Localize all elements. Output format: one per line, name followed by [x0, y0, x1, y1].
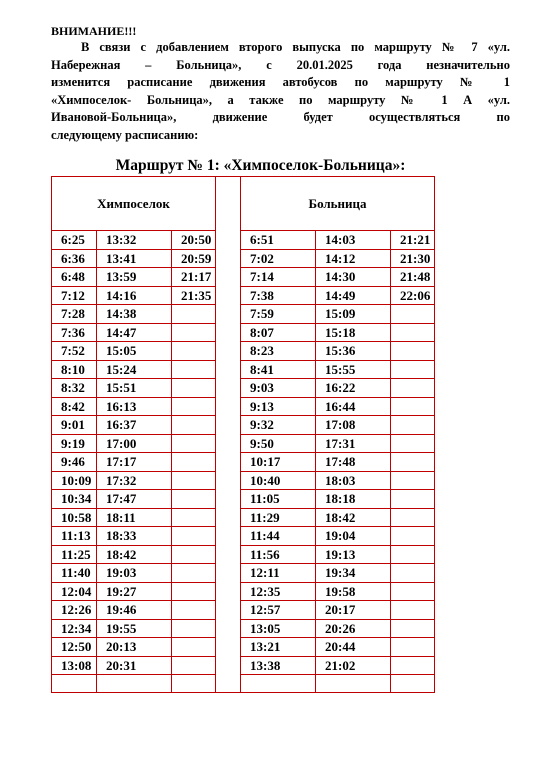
khimposelok-time-cell: 6:48	[52, 268, 97, 287]
khimposelok-time-cell: 7:52	[52, 342, 97, 361]
khimposelok-time-cell	[172, 619, 216, 638]
khimposelok-time-cell: 21:35	[172, 286, 216, 305]
khimposelok-time-cell	[172, 323, 216, 342]
khimposelok-time-cell: 20:31	[97, 656, 172, 675]
table-row	[52, 268, 435, 287]
bolnitsa-time-cell	[391, 342, 435, 361]
khimposelok-time-cell: 12:50	[52, 638, 97, 657]
khimposelok-time-cell: 20:50	[172, 231, 216, 250]
table-row	[52, 619, 435, 638]
khimposelok-time-cell: 9:19	[52, 434, 97, 453]
table-row	[52, 286, 435, 305]
bolnitsa-time-cell: 13:05	[241, 619, 316, 638]
khimposelok-time-cell: 15:05	[97, 342, 172, 361]
khimposelok-time-cell: 13:08	[52, 656, 97, 675]
table-row	[52, 675, 435, 693]
bolnitsa-time-cell	[391, 434, 435, 453]
khimposelok-time-cell: 10:34	[52, 490, 97, 509]
notice-line: «Химпоселок- Больница», а также по маршруту № 1 А «ул.	[51, 92, 510, 107]
khimposelok-time-cell: 11:25	[52, 545, 97, 564]
khimposelok-time-cell	[172, 416, 216, 435]
bolnitsa-time-cell	[391, 675, 435, 693]
bolnitsa-time-cell: 9:50	[241, 434, 316, 453]
khimposelok-time-cell	[172, 360, 216, 379]
table-row	[52, 305, 435, 324]
bolnitsa-time-cell: 10:17	[241, 453, 316, 472]
bolnitsa-time-cell: 9:03	[241, 379, 316, 398]
bolnitsa-time-cell	[391, 305, 435, 324]
bolnitsa-time-cell: 7:59	[241, 305, 316, 324]
bolnitsa-time-cell: 15:18	[316, 323, 391, 342]
khimposelok-time-cell: 17:32	[97, 471, 172, 490]
bolnitsa-time-cell: 7:02	[241, 249, 316, 268]
bolnitsa-time-cell	[391, 656, 435, 675]
khimposelok-time-cell: 6:36	[52, 249, 97, 268]
khimposelok-time-cell: 10:09	[52, 471, 97, 490]
bolnitsa-time-cell: 14:30	[316, 268, 391, 287]
bolnitsa-time-cell	[391, 453, 435, 472]
bolnitsa-time-cell: 8:07	[241, 323, 316, 342]
bolnitsa-time-cell	[391, 564, 435, 583]
bolnitsa-time-cell: 19:13	[316, 545, 391, 564]
khimposelok-time-cell: 15:51	[97, 379, 172, 398]
bolnitsa-time-cell	[391, 360, 435, 379]
khimposelok-time-cell: 7:28	[52, 305, 97, 324]
bolnitsa-time-cell: 12:35	[241, 582, 316, 601]
bolnitsa-time-cell	[391, 545, 435, 564]
bolnitsa-time-cell: 15:09	[316, 305, 391, 324]
khimposelok-time-cell: 12:26	[52, 601, 97, 620]
khimposelok-time-cell	[97, 675, 172, 693]
khimposelok-time-cell	[172, 434, 216, 453]
route-title: Маршрут № 1: «Химпоселок-Больница»:	[115, 157, 406, 174]
khimposelok-time-cell	[172, 601, 216, 620]
khimposelok-time-cell: 17:00	[97, 434, 172, 453]
bolnitsa-time-cell	[391, 416, 435, 435]
bolnitsa-time-cell: 8:41	[241, 360, 316, 379]
khimposelok-time-cell: 9:46	[52, 453, 97, 472]
column-header-bolnitsa: Больница	[241, 177, 435, 231]
khimposelok-time-cell: 16:37	[97, 416, 172, 435]
khimposelok-time-cell: 9:01	[52, 416, 97, 435]
bolnitsa-time-cell	[391, 379, 435, 398]
khimposelok-time-cell	[172, 564, 216, 583]
table-row	[52, 342, 435, 361]
bolnitsa-time-cell: 16:22	[316, 379, 391, 398]
khimposelok-time-cell: 8:10	[52, 360, 97, 379]
khimposelok-time-cell: 6:25	[52, 231, 97, 250]
khimposelok-time-cell: 18:33	[97, 527, 172, 546]
bolnitsa-time-cell: 15:36	[316, 342, 391, 361]
table-row	[52, 379, 435, 398]
bolnitsa-time-cell	[316, 675, 391, 693]
bolnitsa-time-cell: 11:44	[241, 527, 316, 546]
table-header-row	[52, 177, 435, 231]
bolnitsa-time-cell: 17:31	[316, 434, 391, 453]
khimposelok-time-cell	[172, 508, 216, 527]
khimposelok-time-cell	[172, 471, 216, 490]
khimposelok-time-cell: 8:32	[52, 379, 97, 398]
bolnitsa-time-cell: 11:05	[241, 490, 316, 509]
khimposelok-time-cell	[172, 453, 216, 472]
khimposelok-time-cell: 19:27	[97, 582, 172, 601]
bolnitsa-time-cell: 9:32	[241, 416, 316, 435]
bolnitsa-time-cell: 11:56	[241, 545, 316, 564]
gap-column	[216, 177, 241, 693]
bolnitsa-time-cell: 19:04	[316, 527, 391, 546]
khimposelok-time-cell: 17:17	[97, 453, 172, 472]
khimposelok-time-cell	[172, 545, 216, 564]
bolnitsa-time-cell: 21:02	[316, 656, 391, 675]
khimposelok-time-cell: 20:13	[97, 638, 172, 657]
bolnitsa-time-cell: 17:08	[316, 416, 391, 435]
khimposelok-time-cell	[172, 490, 216, 509]
bolnitsa-time-cell	[241, 675, 316, 693]
table-row	[52, 582, 435, 601]
bolnitsa-time-cell: 16:44	[316, 397, 391, 416]
khimposelok-time-cell: 13:32	[97, 231, 172, 250]
bolnitsa-time-cell	[391, 490, 435, 509]
table-row	[52, 231, 435, 250]
bolnitsa-time-cell: 7:14	[241, 268, 316, 287]
table-row	[52, 416, 435, 435]
notice-title: ВНИМАНИЕ!!!	[51, 24, 137, 38]
table-row	[52, 249, 435, 268]
khimposelok-time-cell: 18:42	[97, 545, 172, 564]
khimposelok-time-cell: 14:38	[97, 305, 172, 324]
khimposelok-time-cell	[52, 675, 97, 693]
khimposelok-time-cell: 10:58	[52, 508, 97, 527]
bolnitsa-time-cell	[391, 397, 435, 416]
khimposelok-time-cell: 7:36	[52, 323, 97, 342]
bolnitsa-time-cell: 11:29	[241, 508, 316, 527]
khimposelok-time-cell	[172, 675, 216, 693]
khimposelok-time-cell	[172, 527, 216, 546]
notice-line: В связи с добавлением второго выпуска по маршруту № 7 «ул.	[81, 40, 510, 54]
khimposelok-time-cell: 7:12	[52, 286, 97, 305]
khimposelok-time-cell: 14:47	[97, 323, 172, 342]
table-row	[52, 471, 435, 490]
khimposelok-time-cell: 20:59	[172, 249, 216, 268]
bolnitsa-time-cell: 17:48	[316, 453, 391, 472]
khimposelok-time-cell: 8:42	[52, 397, 97, 416]
khimposelok-time-cell	[172, 582, 216, 601]
khimposelok-time-cell: 13:41	[97, 249, 172, 268]
notice-text	[51, 39, 510, 144]
bolnitsa-time-cell: 21:21	[391, 231, 435, 250]
bolnitsa-time-cell: 22:06	[391, 286, 435, 305]
khimposelok-time-cell	[172, 342, 216, 361]
bolnitsa-time-cell: 12:11	[241, 564, 316, 583]
bolnitsa-time-cell: 20:17	[316, 601, 391, 620]
khimposelok-time-cell: 12:34	[52, 619, 97, 638]
khimposelok-time-cell: 16:13	[97, 397, 172, 416]
table-row	[52, 564, 435, 583]
bolnitsa-time-cell	[391, 323, 435, 342]
bolnitsa-time-cell: 18:18	[316, 490, 391, 509]
table-row	[52, 434, 435, 453]
bolnitsa-time-cell: 18:42	[316, 508, 391, 527]
khimposelok-time-cell: 12:04	[52, 582, 97, 601]
table-row	[52, 360, 435, 379]
khimposelok-time-cell	[172, 305, 216, 324]
bolnitsa-time-cell: 15:55	[316, 360, 391, 379]
khimposelok-time-cell: 18:11	[97, 508, 172, 527]
bolnitsa-time-cell: 7:38	[241, 286, 316, 305]
bolnitsa-time-cell: 20:26	[316, 619, 391, 638]
khimposelok-time-cell: 11:13	[52, 527, 97, 546]
khimposelok-time-cell	[172, 397, 216, 416]
bolnitsa-time-cell: 6:51	[241, 231, 316, 250]
khimposelok-time-cell	[172, 379, 216, 398]
schedule-table	[51, 176, 435, 693]
bolnitsa-time-cell	[391, 582, 435, 601]
table-row	[52, 323, 435, 342]
bolnitsa-time-cell: 14:12	[316, 249, 391, 268]
table-row	[52, 545, 435, 564]
khimposelok-time-cell: 21:17	[172, 268, 216, 287]
bolnitsa-time-cell: 14:49	[316, 286, 391, 305]
bolnitsa-time-cell	[391, 638, 435, 657]
bolnitsa-time-cell: 19:58	[316, 582, 391, 601]
bolnitsa-time-cell: 13:21	[241, 638, 316, 657]
khimposelok-time-cell: 19:46	[97, 601, 172, 620]
khimposelok-time-cell: 19:03	[97, 564, 172, 583]
bolnitsa-time-cell: 19:34	[316, 564, 391, 583]
table-row	[52, 397, 435, 416]
bolnitsa-time-cell: 10:40	[241, 471, 316, 490]
table-row	[52, 508, 435, 527]
bolnitsa-time-cell	[391, 601, 435, 620]
bolnitsa-time-cell: 20:44	[316, 638, 391, 657]
table-row	[52, 656, 435, 675]
khimposelok-time-cell: 15:24	[97, 360, 172, 379]
khimposelok-time-cell: 11:40	[52, 564, 97, 583]
bolnitsa-time-cell	[391, 471, 435, 490]
column-header-khimposelok: Химпоселок	[52, 177, 216, 231]
table-row	[52, 601, 435, 620]
bolnitsa-time-cell: 12:57	[241, 601, 316, 620]
khimposelok-time-cell: 19:55	[97, 619, 172, 638]
notice-line: Набережная – Больница», с 20.01.2025 года незначительно	[51, 57, 510, 72]
bolnitsa-time-cell: 9:13	[241, 397, 316, 416]
khimposelok-time-cell	[172, 656, 216, 675]
bolnitsa-time-cell	[391, 527, 435, 546]
bolnitsa-time-cell: 21:48	[391, 268, 435, 287]
bolnitsa-time-cell	[391, 508, 435, 527]
table-row	[52, 638, 435, 657]
bolnitsa-time-cell: 18:03	[316, 471, 391, 490]
khimposelok-time-cell	[172, 638, 216, 657]
bolnitsa-time-cell: 13:38	[241, 656, 316, 675]
bolnitsa-time-cell	[391, 619, 435, 638]
khimposelok-time-cell: 14:16	[97, 286, 172, 305]
bolnitsa-time-cell: 8:23	[241, 342, 316, 361]
notice-line: изменится расписание движения автобусов по маршруту № 1	[51, 75, 510, 89]
table-row	[52, 490, 435, 509]
bolnitsa-time-cell: 14:03	[316, 231, 391, 250]
khimposelok-time-cell: 17:47	[97, 490, 172, 509]
khimposelok-time-cell: 13:59	[97, 268, 172, 287]
table-row	[52, 453, 435, 472]
bolnitsa-time-cell: 21:30	[391, 249, 435, 268]
notice-line: следующему расписанию:	[51, 127, 199, 142]
table-row	[52, 527, 435, 546]
notice-line: Ивановой-Больница», движение будет осуществляться по	[51, 110, 510, 124]
